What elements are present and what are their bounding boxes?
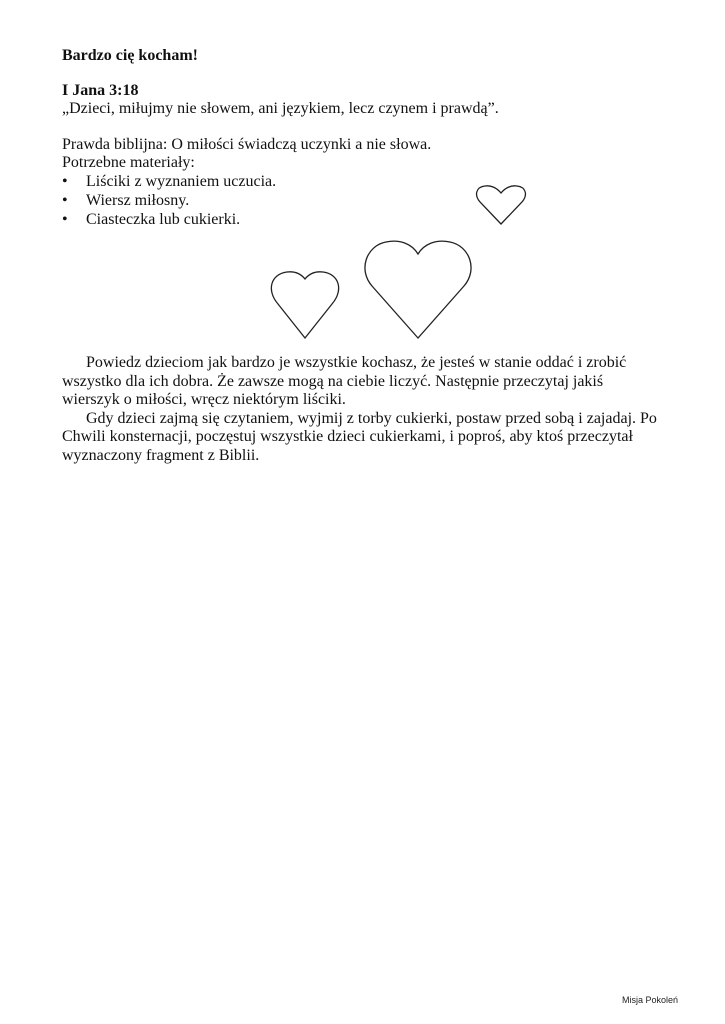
paragraph: Powiedz dzieciom jak bardzo je wszystkie kochasz, że jesteś w stanie oddać i zrobić wszystko dla ich dobra. Że zawsze mogą na ciebie liczyć. Następnie przeczytaj jakiś wierszyk o miłości, wręcz niektórym liściki. [62,354,627,408]
bible-truth: Prawda biblijna: O miłości świadczą uczynki a nie słowa. [62,136,432,153]
body-text [62,354,662,465]
list-item [62,210,276,229]
verse-reference: I Jana 3:18 [62,82,139,99]
paragraph: Gdy dzieci zajmą się czytaniem, wyjmij z torby cukierki, postaw przed sobą i zajadaj. Po Chwili konsternacji, poczęstuj wszystkie dzieci cukierkami, i poproś, aby ktoś przeczytał wyznaczony fragment z Biblii. [62,409,657,464]
heart-outline-icon [271,272,338,338]
heart-outline-icon [365,241,471,338]
bullet-icon: • [62,211,68,228]
list-item [62,191,276,210]
material-label: Liściki z wyznaniem uczucia. [86,173,277,190]
footer-text: Misja Pokoleń [621,995,678,1005]
material-label: Wiersz miłosny. [86,192,190,209]
material-label: Ciasteczka lub cukierki. [86,211,241,228]
verse-text: „Dzieci, miłujmy nie słowem, ani językiem, lecz czynem i prawdą”. [62,100,499,117]
bullet-icon: • [62,192,68,209]
bullet-icon: • [62,173,68,190]
materials-label: Potrzebne materiały: [62,154,195,171]
materials-list [62,172,276,229]
document-title: Bardzo cię kocham! [62,47,198,64]
heart-outline-icon [477,186,526,224]
list-item [62,172,276,191]
